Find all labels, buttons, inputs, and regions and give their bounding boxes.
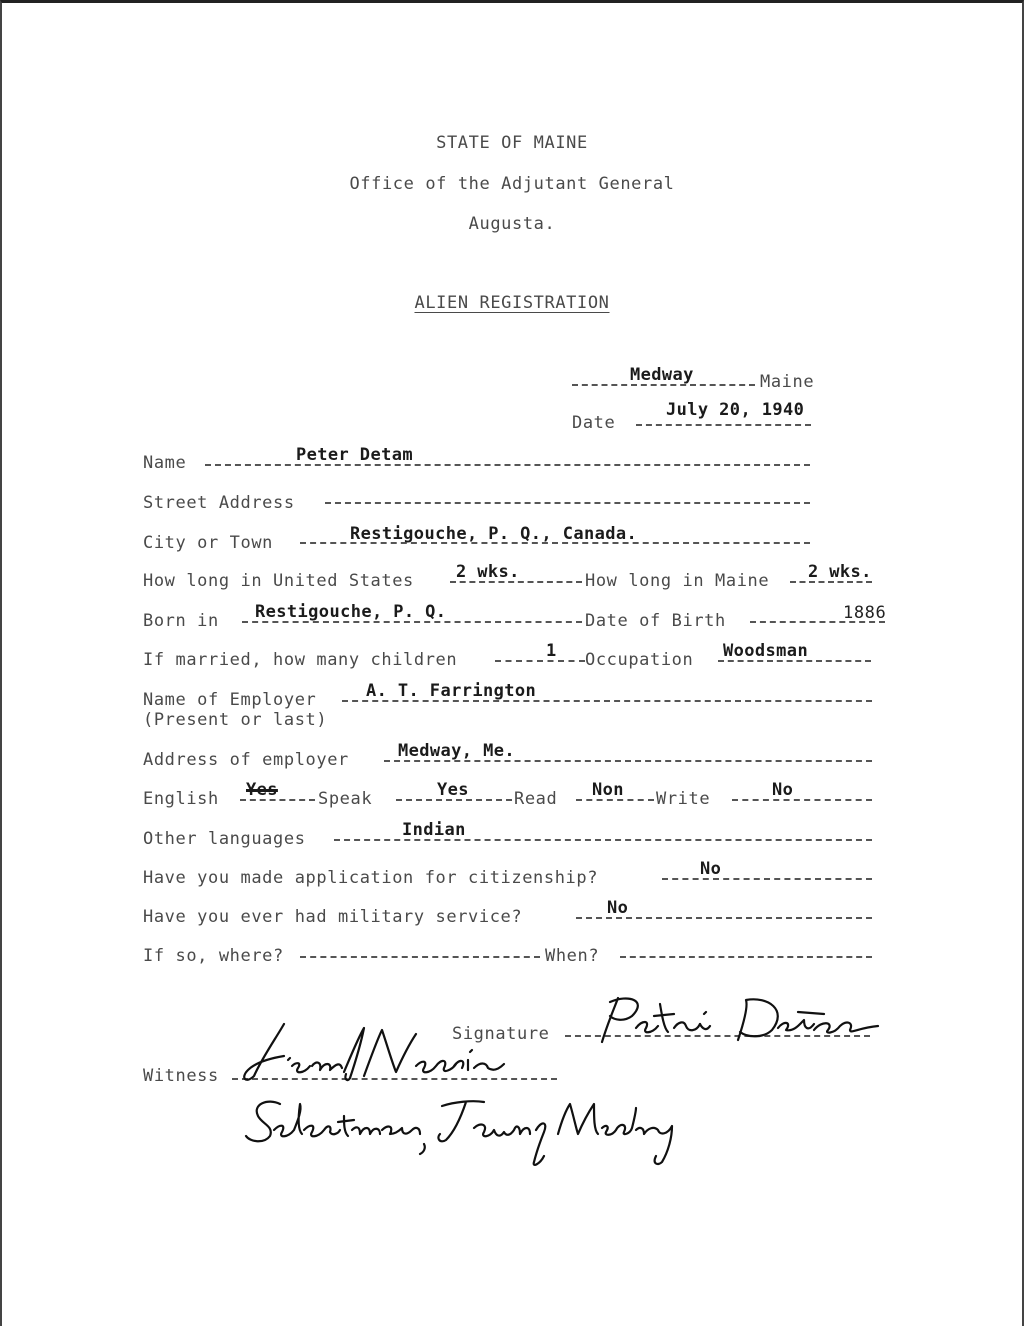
citizenship-value: No <box>700 859 722 879</box>
signature-label: Signature <box>452 1024 550 1044</box>
state-label: Maine <box>760 372 815 392</box>
english-value: Yes <box>246 780 278 800</box>
english-label: English <box>143 789 219 809</box>
witness-signature <box>232 1018 512 1088</box>
city-label: City or Town <box>143 533 274 553</box>
employer-label: Name of Employer <box>143 690 317 710</box>
date-value: July 20, 1940 <box>666 400 805 420</box>
write-line <box>732 799 872 801</box>
city-value: Restigouche, P. Q., Canada. <box>350 524 638 544</box>
when-label: When? <box>545 946 600 966</box>
office-heading: Office of the Adjutant General <box>349 174 675 194</box>
maine-value: 2 wks. <box>808 562 872 582</box>
born-label: Born in <box>143 611 219 631</box>
born-value: Restigouche, P. Q. <box>255 602 447 622</box>
name-value: Peter Detam <box>296 445 413 465</box>
write-label: Write <box>656 789 711 809</box>
speak-value: Yes <box>437 780 469 800</box>
us-value: 2 wks. <box>456 562 520 582</box>
military-value: No <box>607 898 629 918</box>
town-value: Medway <box>630 365 694 385</box>
children-line <box>495 660 585 662</box>
other-lang-value: Indian <box>402 820 466 840</box>
street-label: Street Address <box>143 493 295 513</box>
children-value: 1 <box>546 641 557 661</box>
witness-title-handwriting <box>240 1090 690 1170</box>
military-label: Have you ever had military service? <box>143 907 523 927</box>
employer-sub-label: (Present or last) <box>143 710 328 730</box>
read-value: Non <box>592 780 624 800</box>
employer-value: A. T. Farrington <box>366 681 537 701</box>
when-line <box>620 956 872 958</box>
read-label: Read <box>514 789 558 809</box>
witness-label: Witness <box>143 1066 219 1086</box>
form-title: ALIEN REGISTRATION <box>414 293 610 313</box>
citizenship-line <box>662 878 872 880</box>
dob-label: Date of Birth <box>585 611 726 631</box>
maine-label: How long in Maine <box>585 571 770 591</box>
emp-address-value: Medway, Me. <box>398 741 515 761</box>
us-label: How long in United States <box>143 571 414 591</box>
where-line <box>300 956 540 958</box>
name-label: Name <box>143 453 187 473</box>
other-lang-label: Other languages <box>143 829 306 849</box>
applicant-signature <box>588 992 888 1052</box>
write-value: No <box>772 780 794 800</box>
date-label: Date <box>572 413 616 433</box>
date-line <box>636 424 811 426</box>
emp-address-label: Address of employer <box>143 750 349 770</box>
occupation-label: Occupation <box>585 650 694 670</box>
occupation-value: Woodsman <box>723 641 809 661</box>
state-heading: STATE OF MAINE <box>436 133 588 153</box>
where-label: If so, where? <box>143 946 284 966</box>
citizenship-label: Have you made application for citizenship? <box>143 868 599 888</box>
street-line <box>325 502 810 504</box>
city-heading: Augusta. <box>468 214 556 234</box>
dob-value: 1886 <box>843 603 887 623</box>
children-label: If married, how many children <box>143 650 458 670</box>
speak-label: Speak <box>318 789 373 809</box>
